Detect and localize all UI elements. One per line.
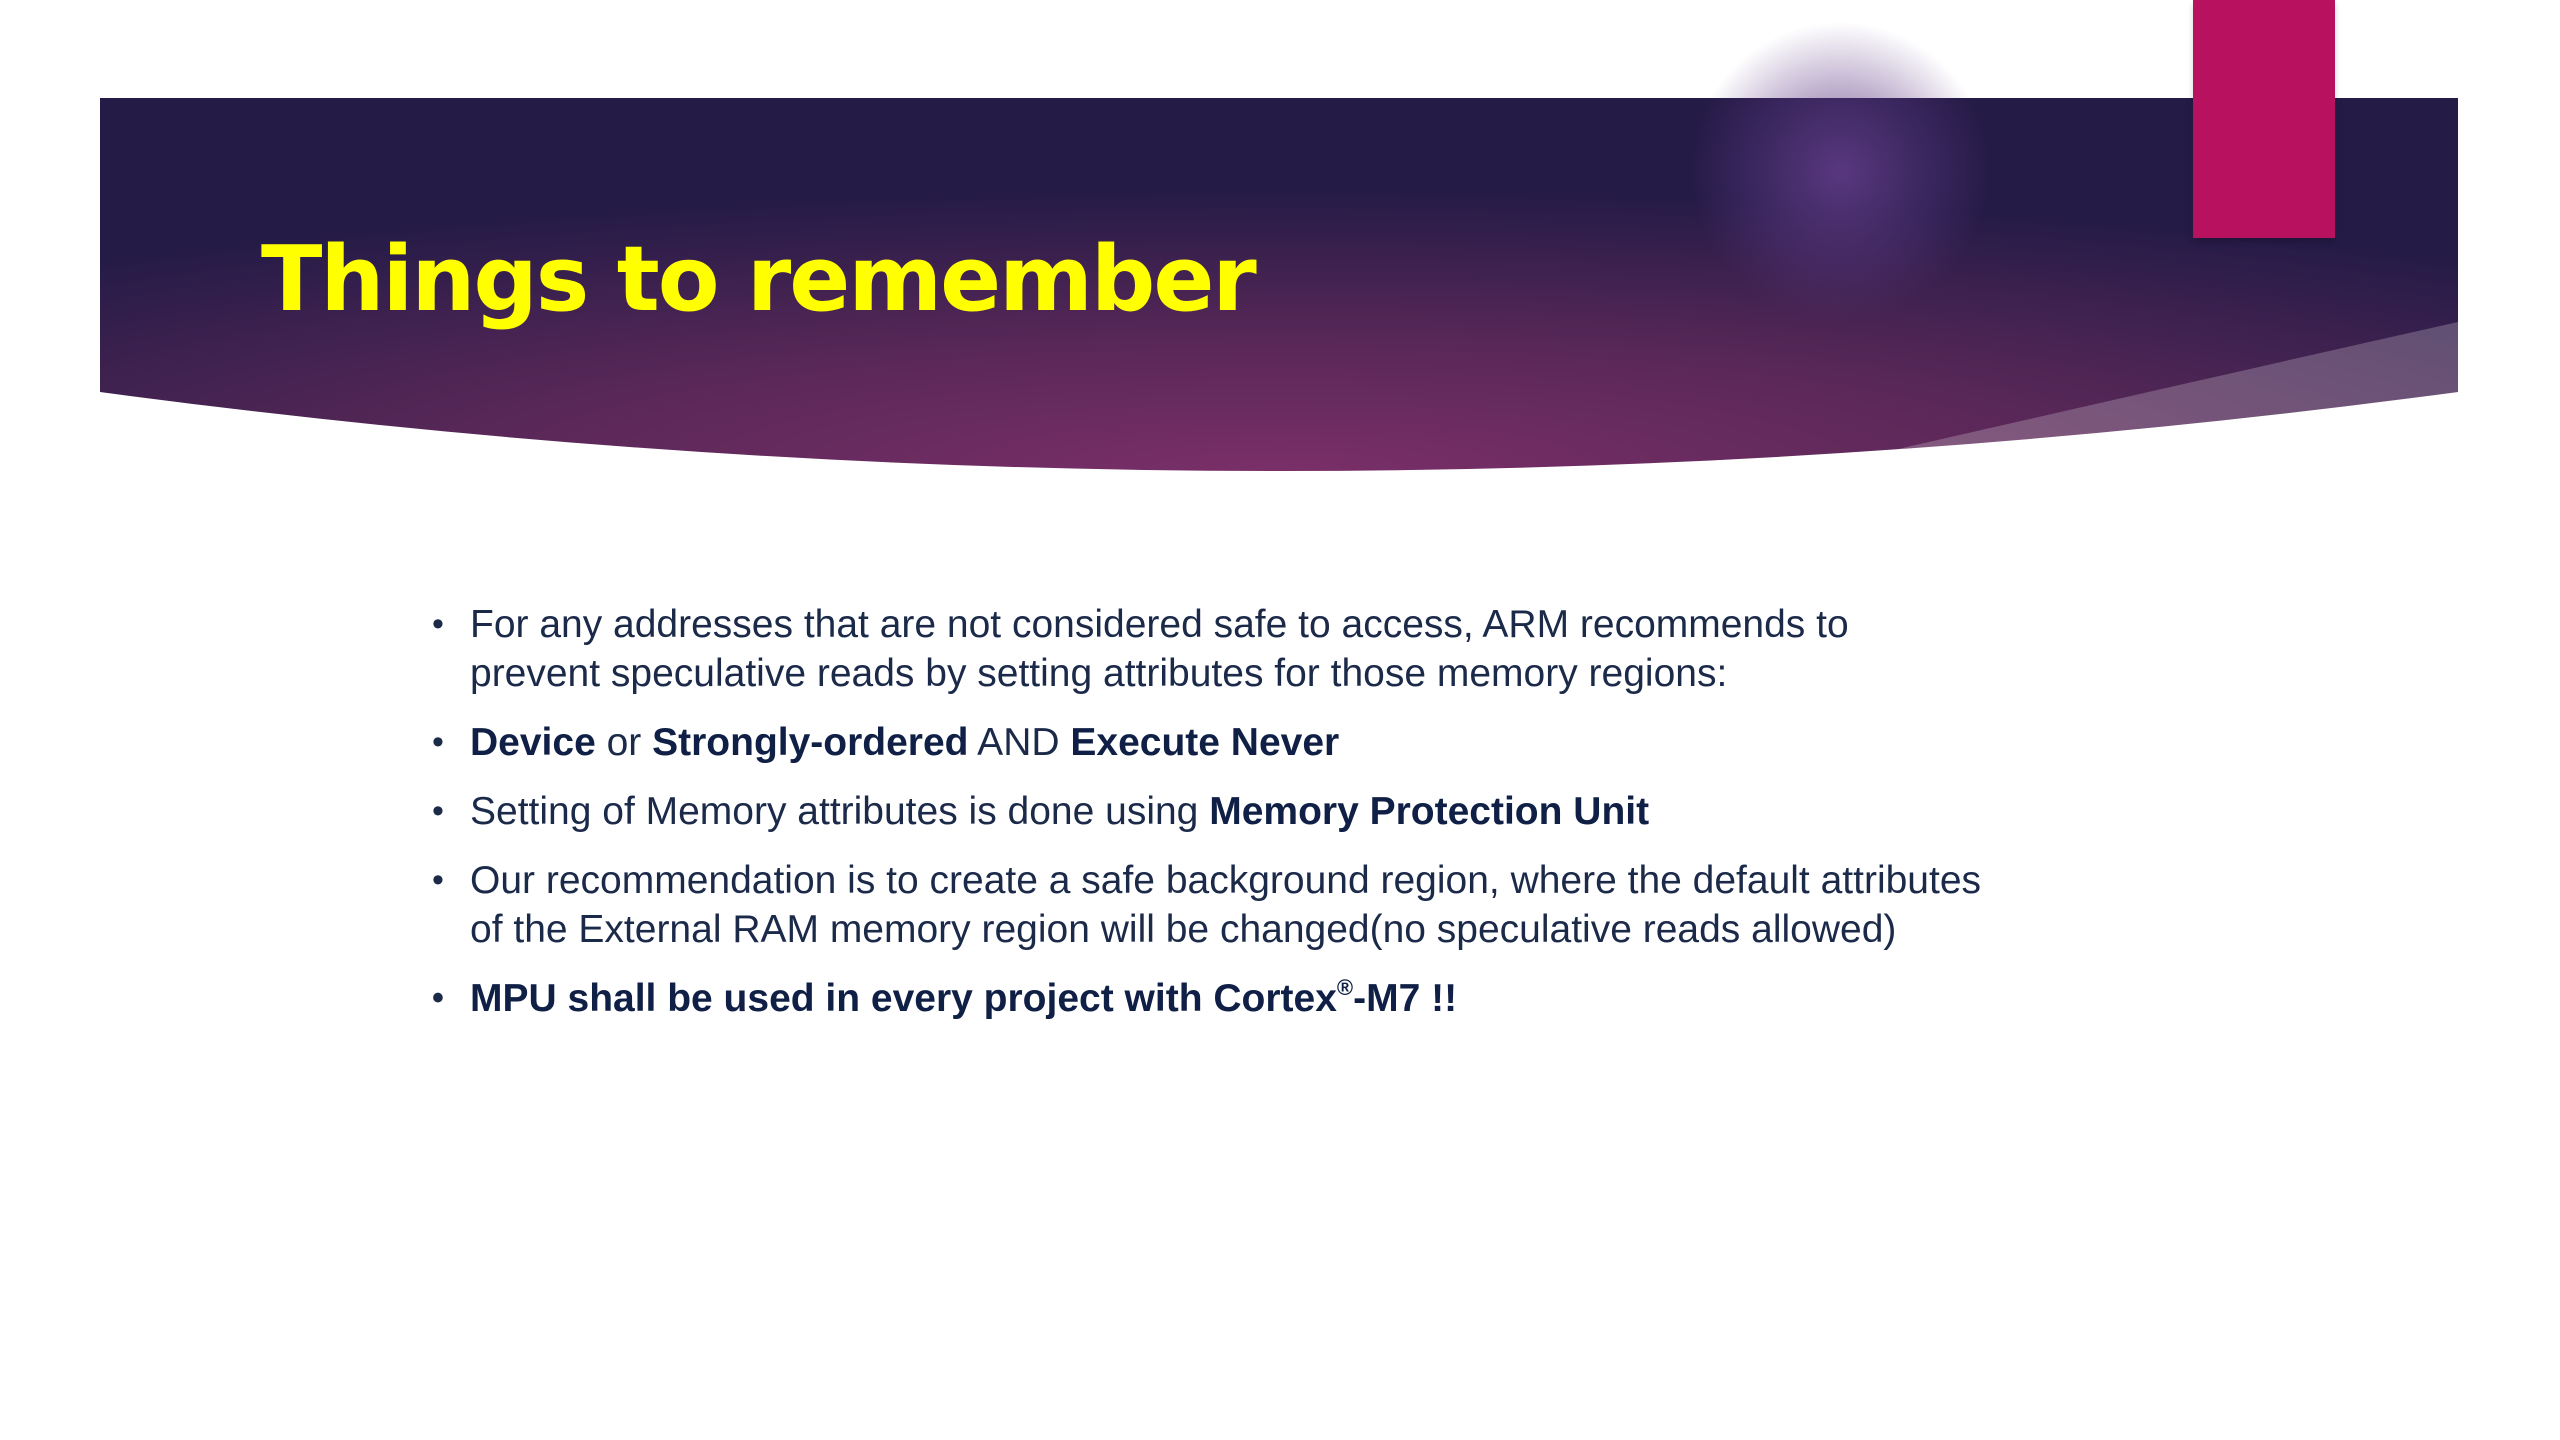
list-item xyxy=(432,787,1982,836)
bullet-text: Setting of Memory attributes is done using xyxy=(470,790,1210,833)
bullet-text: Our recommendation is to create a safe background region, where the default attributes of the External RAM memory region will be changed(no speculative reads allowed) xyxy=(470,859,1982,951)
accent-tab xyxy=(2193,0,2335,238)
list-item xyxy=(432,600,1982,698)
bold-term: Strongly-ordered xyxy=(652,721,969,764)
bullet-text: or xyxy=(595,721,653,764)
bullet-text: -M7 !! xyxy=(1353,977,1458,1020)
list-item xyxy=(432,856,1982,954)
bullet-icon: • xyxy=(432,979,444,1017)
bullet-icon: • xyxy=(432,723,444,761)
bullet-icon: • xyxy=(432,861,444,899)
slide-title: Things to remember xyxy=(261,227,1255,332)
registered-mark: ® xyxy=(1336,975,1354,1000)
list-item xyxy=(432,718,1982,767)
bullet-text: AND xyxy=(968,721,1071,764)
bullet-text: MPU shall be used in every project with Cortex xyxy=(470,977,1337,1020)
bold-term: Device xyxy=(470,721,596,764)
list-item xyxy=(432,974,1982,1023)
bullet-icon: • xyxy=(432,605,444,643)
bullet-icon: • xyxy=(432,792,444,830)
bullet-text: For any addresses that are not considered safe to access, ARM recommends to prevent speculative reads by setting attributes for those memory regions: xyxy=(470,603,1849,695)
bold-term: Execute Never xyxy=(1070,721,1340,764)
bold-term: Memory Protection Unit xyxy=(1209,790,1650,833)
bullet-list xyxy=(432,600,1982,1043)
